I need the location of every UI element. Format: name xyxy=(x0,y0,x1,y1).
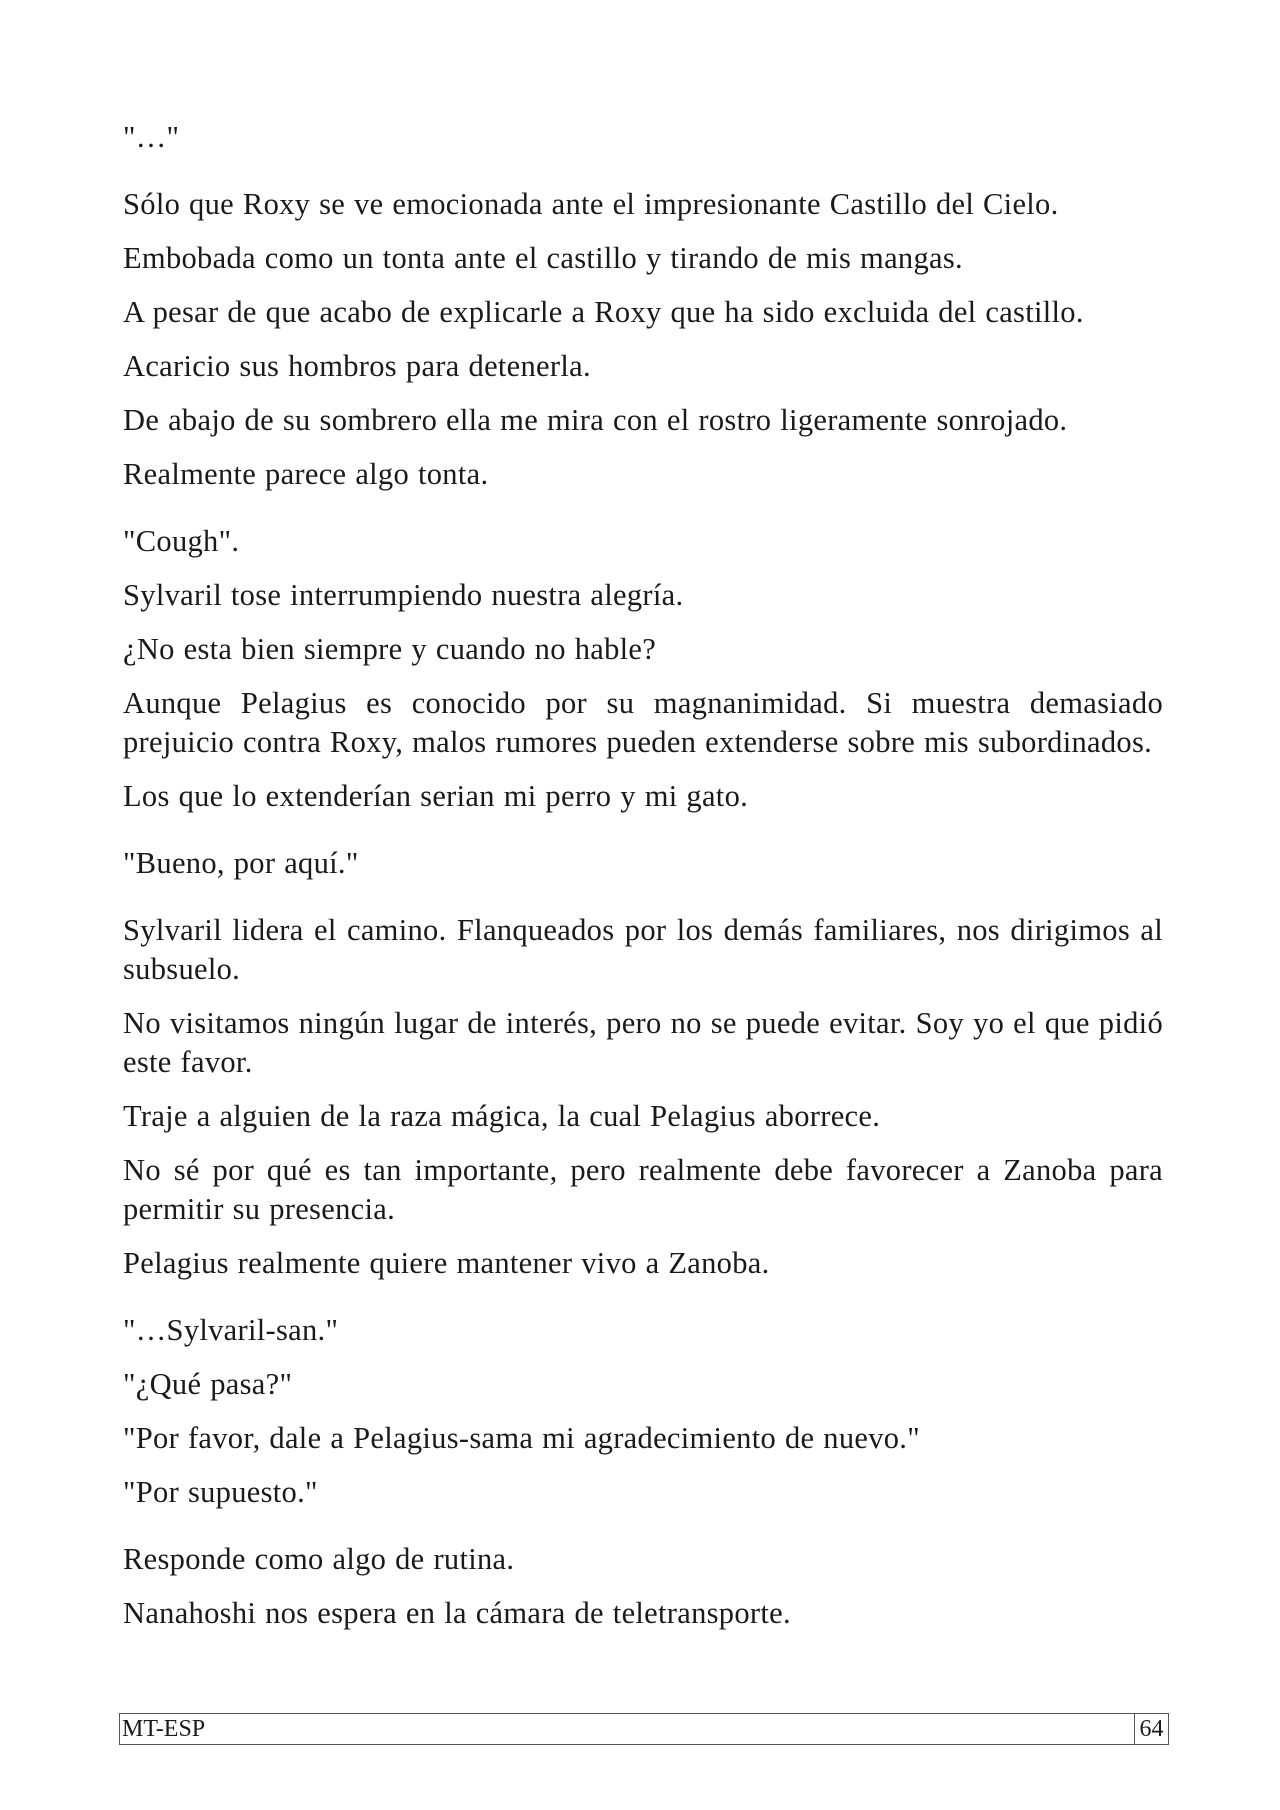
paragraph-15: No visitamos ningún lugar de interés, pero no se puede evitar. Soy yo el que pidió este favor. xyxy=(123,1006,1163,1079)
paragraph-1: "…" xyxy=(123,120,180,154)
paragraph-11: Aunque Pelagius es conocido por su magnanimidad. Si muestra demasiado prejuicio contra Roxy, malos rumores pueden extenderse sobre mis subordinados. xyxy=(123,686,1163,759)
document-body xyxy=(123,118,1163,1648)
paragraph-5: Acaricio sus hombros para detenerla. xyxy=(123,349,591,383)
paragraph-2: Sólo que Roxy se ve emocionada ante el impresionante Castillo del Cielo. xyxy=(123,187,1059,221)
paragraph-17: No sé por qué es tan importante, pero realmente debe favorecer a Zanoba para permitir su presencia. xyxy=(123,1153,1163,1226)
paragraph-22: "Por supuesto." xyxy=(123,1475,318,1509)
paragraph-18: Pelagius realmente quiere mantener vivo a Zanoba. xyxy=(123,1246,770,1280)
paragraph-8: "Cough". xyxy=(123,524,240,558)
paragraph-9: Sylvaril tose interrumpiendo nuestra alegría. xyxy=(123,578,684,612)
paragraph-6: De abajo de su sombrero ella me mira con el rostro ligeramente sonrojado. xyxy=(123,403,1068,437)
page-footer xyxy=(119,1713,1169,1745)
paragraph-19: "…Sylvaril-san." xyxy=(123,1313,339,1347)
paragraph-13: "Bueno, por aquí." xyxy=(123,846,359,880)
paragraph-10: ¿No esta bien siempre y cuando no hable? xyxy=(123,632,657,666)
footer-label: MT-ESP xyxy=(122,1716,206,1742)
paragraph-20: "¿Qué pasa?" xyxy=(123,1367,293,1401)
paragraph-14: Sylvaril lidera el camino. Flanqueados por los demás familiares, nos dirigimos al subsuelo. xyxy=(123,913,1163,986)
paragraph-23: Responde como algo de rutina. xyxy=(123,1542,515,1576)
paragraph-3: Embobada como un tonta ante el castillo y tirando de mis mangas. xyxy=(123,241,963,275)
paragraph-24: Nanahoshi nos espera en la cámara de teletransporte. xyxy=(123,1596,791,1630)
paragraph-12: Los que lo extenderían serian mi perro y mi gato. xyxy=(123,779,749,813)
paragraph-16: Traje a alguien de la raza mágica, la cual Pelagius aborrece. xyxy=(123,1099,881,1133)
paragraph-4: A pesar de que acabo de explicarle a Roxy que ha sido excluida del castillo. xyxy=(123,295,1084,329)
paragraph-7: Realmente parece algo tonta. xyxy=(123,457,489,491)
page-number: 64 xyxy=(1134,1714,1168,1744)
paragraph-21: "Por favor, dale a Pelagius-sama mi agradecimiento de nuevo." xyxy=(123,1421,920,1455)
